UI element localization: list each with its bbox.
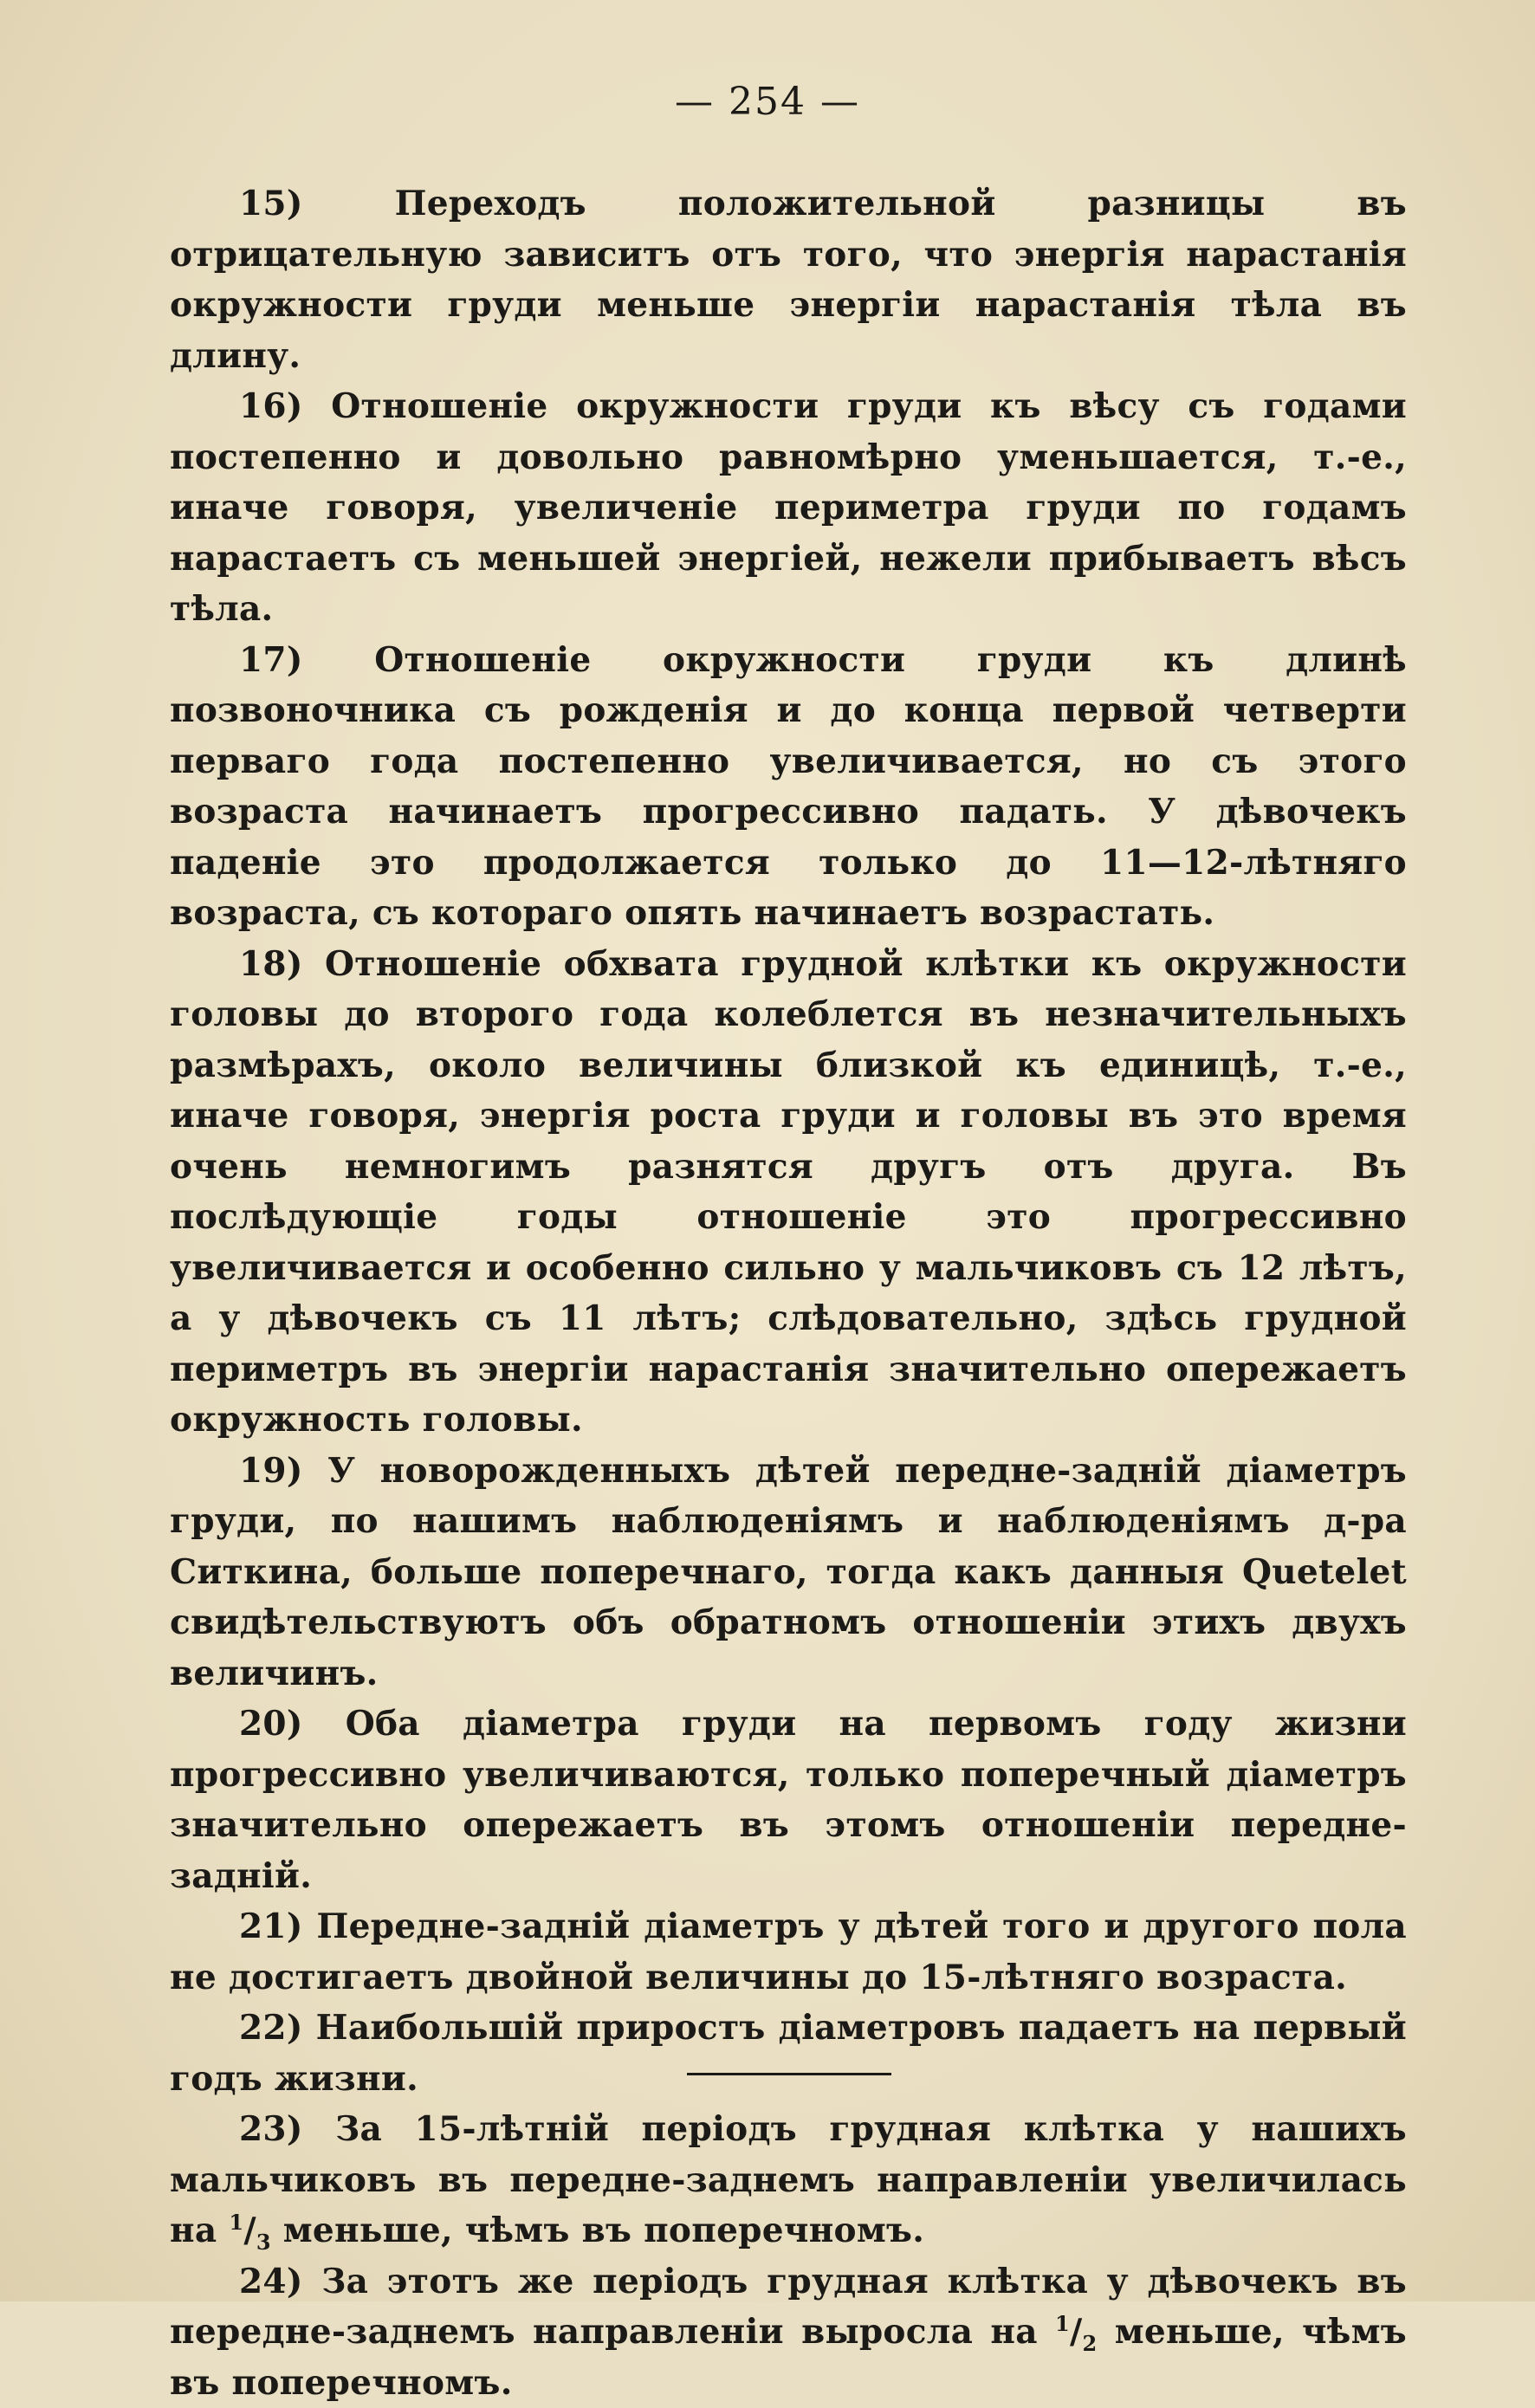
paragraph-number: 15) [239, 184, 303, 223]
fraction-one-half: $^1/_2$ [1055, 2312, 1098, 2352]
paragraph-number: 18) [239, 944, 303, 984]
fraction-numerator: 1 [229, 2210, 243, 2235]
paragraph-number: 23) [239, 2109, 303, 2149]
paragraph-text: За 15-лѣтній періодъ грудная клѣтка у нашихъ мальчиковъ въ передне-заднемъ направленіи увеличилась на [170, 2109, 1407, 2250]
paragraph-text: Оба діаметра груди на первомъ году жизни прогрессивно увеличиваются, только поперечный діаметръ значительно опережаетъ въ этомъ отношеніи передне-задній. [170, 1704, 1407, 1896]
paragraph-15 [170, 178, 1407, 381]
paragraph-18 [170, 939, 1407, 1446]
paragraph-number: 19) [239, 1451, 303, 1491]
paragraph-20 [170, 1699, 1407, 1901]
paragraph-text-continued: меньше, чѣмъ въ поперечномъ. [283, 2211, 924, 2250]
fraction-denominator: 3 [256, 2230, 271, 2255]
paragraph-number: 17) [239, 640, 303, 680]
paragraph-19 [170, 1446, 1407, 1699]
paragraph-21 [170, 1901, 1407, 2003]
fraction-one-third: $^1/_3$ [229, 2211, 271, 2250]
paragraph-number: 24) [239, 2262, 303, 2301]
fraction-denominator: 2 [1083, 2331, 1098, 2356]
paragraph-number: 21) [239, 1906, 303, 1946]
paragraph-text: У новорожденныхъ дѣтей передне-задній діаметръ груди, по нашимъ наблюденіямъ и наблюденіямъ д-ра Ситкина, больше поперечнаго, тогда какъ данныя Quetelet свидѣтельствуютъ объ обратномъ отношеніи этихъ двухъ величинъ. [170, 1451, 1407, 1693]
paragraph-text: Передне-задній діаметръ у дѣтей того и другого пола не достигаетъ двойной величины до 15-лѣтняго возраста. [170, 1906, 1407, 1997]
paragraph-number: 16) [239, 386, 303, 426]
paragraph-text-continued: меньше, чѣмъ въ поперечномъ. [170, 2312, 1407, 2403]
paragraph-text: Отношеніе обхвата грудной клѣтки къ окружности головы до второго года колеблется въ незначительныхъ размѣрахъ, около величины близкой къ единицѣ, т.-е., иначе говоря, энергія роста груди и головы въ это время очень немногимъ разнятся другъ отъ друга. Въ послѣдующіе годы отношеніе это прогрессивно увеличивается и особенно сильно у мальчиковъ съ 12 лѣтъ, а у дѣвочекъ съ 11 лѣтъ; слѣдовательно, здѣсь грудной периметръ въ энергіи нарастанія значительно опережаетъ окружность головы. [170, 944, 1407, 1440]
paragraph-17 [170, 635, 1407, 939]
section-end-rule [687, 2073, 891, 2075]
paragraph-text: За этотъ же періодъ грудная клѣтка у дѣвочекъ въ передне-заднемъ направленіи выросла на [170, 2262, 1407, 2353]
paragraph-text: Переходъ положительной разницы въ отрицательную зависитъ отъ того, что энергія нарастанія окружности груди меньше энергіи нарастанія тѣла въ длину. [170, 184, 1407, 376]
paragraph-16 [170, 381, 1407, 635]
paragraph-24 [170, 2256, 1407, 2408]
paragraph-text: Отношеніе окружности груди къ длинѣ позвоночника съ рожденія и до конца первой четверти перваго года постепенно увеличивается, но съ этого возраста начинаетъ прогрессивно падать. У дѣвочекъ паденіе это продолжается только до 11—12-лѣтняго возраста, съ котораго опять начинаетъ возрастать. [170, 640, 1407, 934]
paragraph-23 [170, 2104, 1407, 2256]
paragraph-text: Наибольшій приростъ діаметровъ падаетъ на первый годъ жизни. [170, 2008, 1407, 2099]
page-number: — 254 — [0, 80, 1535, 124]
paragraph-22 [170, 2003, 1407, 2104]
paragraph-number: 20) [239, 1704, 303, 1744]
paragraph-text: Отношеніе окружности груди къ вѣсу съ годами постепенно и довольно равномѣрно уменьшается, т.-е., иначе говоря, увеличеніе периметра груди по годамъ нарастаетъ съ меньшей энергіей, нежели прибываетъ вѣсъ тѣла. [170, 386, 1407, 629]
paragraph-number: 22) [239, 2008, 303, 2048]
fraction-numerator: 1 [1055, 2311, 1070, 2336]
